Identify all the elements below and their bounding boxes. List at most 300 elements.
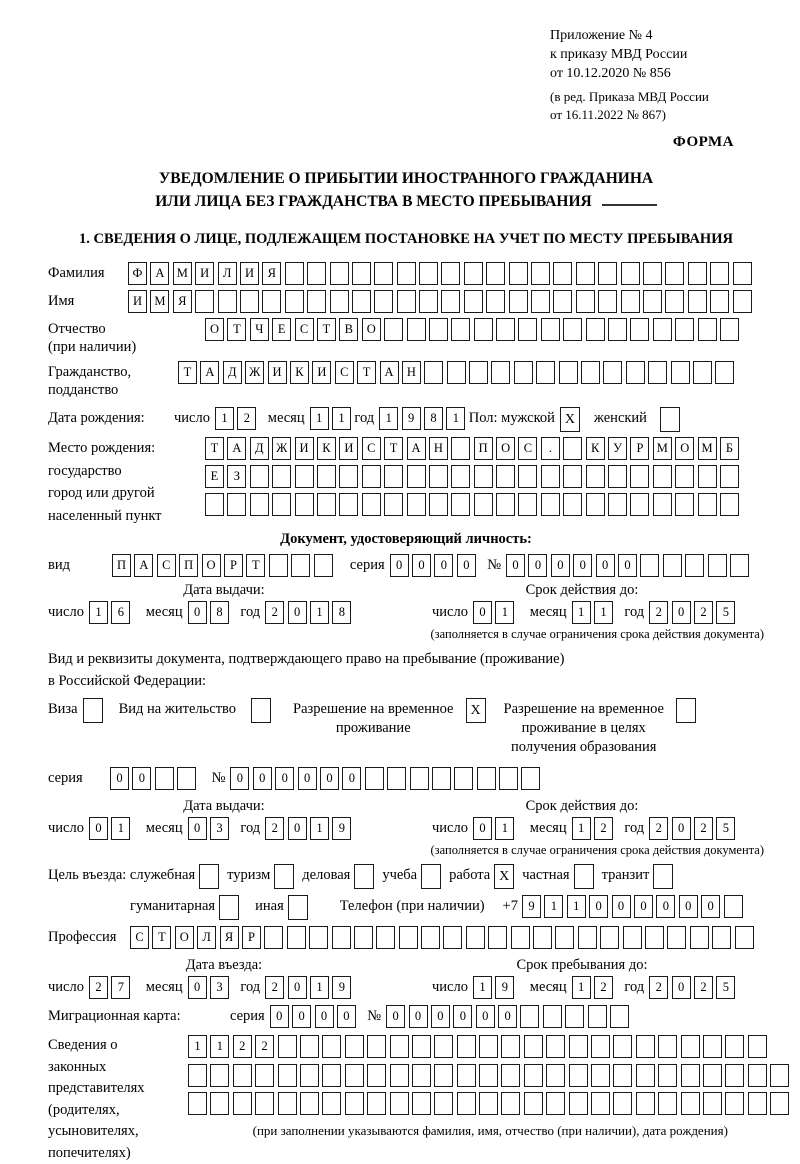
char-cell[interactable] — [613, 1064, 632, 1087]
purpose-study-checkbox[interactable] — [421, 864, 441, 889]
char-cell[interactable]: Т — [205, 437, 224, 460]
char-cell[interactable]: П — [179, 554, 198, 577]
char-cell[interactable] — [177, 767, 196, 790]
char-cell[interactable]: 3 — [210, 817, 229, 840]
char-cell[interactable] — [419, 262, 438, 285]
char-cell[interactable]: 2 — [694, 817, 713, 840]
char-cell[interactable]: А — [200, 361, 219, 384]
char-cell[interactable] — [748, 1092, 767, 1115]
char-cell[interactable] — [586, 465, 605, 488]
char-cell[interactable] — [536, 361, 555, 384]
char-cell[interactable]: 1 — [594, 601, 613, 624]
char-cell[interactable] — [464, 262, 483, 285]
char-cell[interactable] — [748, 1064, 767, 1087]
char-cell[interactable] — [531, 290, 550, 313]
char-cell[interactable] — [287, 926, 306, 949]
char-cell[interactable] — [725, 1035, 744, 1058]
char-cell[interactable] — [653, 465, 672, 488]
char-cell[interactable] — [546, 1064, 565, 1087]
char-cell[interactable]: И — [295, 437, 314, 460]
char-cell[interactable] — [195, 290, 214, 313]
char-cell[interactable] — [454, 767, 473, 790]
char-cell[interactable] — [576, 262, 595, 285]
char-cell[interactable]: 0 — [672, 817, 691, 840]
char-cell[interactable] — [339, 465, 358, 488]
char-cell[interactable]: 0 — [596, 554, 615, 577]
char-cell[interactable]: 1 — [572, 601, 591, 624]
char-cell[interactable] — [658, 1064, 677, 1087]
char-cell[interactable] — [693, 361, 712, 384]
char-cell[interactable]: 1 — [544, 895, 563, 918]
char-cell[interactable]: 0 — [457, 554, 476, 577]
char-cell[interactable] — [733, 290, 752, 313]
char-cell[interactable] — [466, 926, 485, 949]
char-cell[interactable]: М — [173, 262, 192, 285]
char-cell[interactable] — [262, 290, 281, 313]
char-cell[interactable] — [300, 1064, 319, 1087]
char-cell[interactable] — [569, 1064, 588, 1087]
char-cell[interactable] — [362, 493, 381, 516]
char-cell[interactable]: Д — [223, 361, 242, 384]
char-cell[interactable]: 1 — [495, 601, 514, 624]
char-cell[interactable]: И — [128, 290, 147, 313]
char-cell[interactable]: А — [407, 437, 426, 460]
char-cell[interactable]: 0 — [506, 554, 525, 577]
char-cell[interactable]: 0 — [476, 1005, 495, 1028]
char-cell[interactable] — [543, 1005, 562, 1028]
char-cell[interactable] — [524, 1064, 543, 1087]
char-cell[interactable] — [671, 361, 690, 384]
char-cell[interactable]: И — [240, 262, 259, 285]
temp-permit-checkbox[interactable]: X — [466, 698, 486, 723]
char-cell[interactable] — [725, 1092, 744, 1115]
char-cell[interactable] — [630, 493, 649, 516]
purpose-other-checkbox[interactable] — [288, 895, 308, 920]
char-cell[interactable]: 5 — [716, 976, 735, 999]
char-cell[interactable]: 2 — [265, 601, 284, 624]
char-cell[interactable]: С — [362, 437, 381, 460]
char-cell[interactable] — [300, 1035, 319, 1058]
char-cell[interactable] — [501, 1035, 520, 1058]
char-cell[interactable] — [412, 1064, 431, 1087]
char-cell[interactable] — [643, 290, 662, 313]
char-cell[interactable]: 1 — [210, 1035, 229, 1058]
char-cell[interactable] — [317, 493, 336, 516]
char-cell[interactable] — [457, 1035, 476, 1058]
char-cell[interactable] — [688, 290, 707, 313]
char-cell[interactable]: Л — [197, 926, 216, 949]
char-cell[interactable]: 0 — [320, 767, 339, 790]
char-cell[interactable] — [278, 1064, 297, 1087]
char-cell[interactable] — [636, 1092, 655, 1115]
char-cell[interactable]: 0 — [337, 1005, 356, 1028]
char-cell[interactable] — [720, 493, 739, 516]
char-cell[interactable]: У — [608, 437, 627, 460]
char-cell[interactable] — [434, 1035, 453, 1058]
char-cell[interactable]: 1 — [446, 407, 465, 430]
purpose-private-checkbox[interactable] — [574, 864, 594, 889]
char-cell[interactable]: Ч — [250, 318, 269, 341]
char-cell[interactable] — [698, 493, 717, 516]
char-cell[interactable]: Р — [630, 437, 649, 460]
char-cell[interactable] — [613, 1035, 632, 1058]
char-cell[interactable] — [421, 926, 440, 949]
char-cell[interactable]: В — [339, 318, 358, 341]
char-cell[interactable] — [429, 493, 448, 516]
char-cell[interactable]: 0 — [292, 1005, 311, 1028]
char-cell[interactable]: З — [227, 465, 246, 488]
char-cell[interactable] — [563, 465, 582, 488]
char-cell[interactable]: 0 — [288, 976, 307, 999]
char-cell[interactable] — [250, 493, 269, 516]
char-cell[interactable] — [541, 493, 560, 516]
char-cell[interactable] — [291, 554, 310, 577]
char-cell[interactable]: 0 — [672, 601, 691, 624]
char-cell[interactable]: 0 — [679, 895, 698, 918]
char-cell[interactable]: 1 — [310, 407, 329, 430]
char-cell[interactable]: 6 — [111, 601, 130, 624]
char-cell[interactable]: 0 — [298, 767, 317, 790]
sex-male-checkbox[interactable]: X — [560, 407, 580, 432]
char-cell[interactable]: С — [295, 318, 314, 341]
char-cell[interactable]: П — [474, 437, 493, 460]
char-cell[interactable]: 9 — [332, 817, 351, 840]
char-cell[interactable] — [419, 290, 438, 313]
char-cell[interactable] — [491, 361, 510, 384]
char-cell[interactable] — [509, 290, 528, 313]
char-cell[interactable]: 2 — [649, 817, 668, 840]
char-cell[interactable]: 9 — [402, 407, 421, 430]
char-cell[interactable]: 5 — [716, 817, 735, 840]
char-cell[interactable] — [710, 290, 729, 313]
char-cell[interactable]: 0 — [473, 601, 492, 624]
char-cell[interactable] — [703, 1064, 722, 1087]
char-cell[interactable]: 9 — [495, 976, 514, 999]
char-cell[interactable] — [479, 1035, 498, 1058]
char-cell[interactable] — [451, 318, 470, 341]
char-cell[interactable] — [598, 262, 617, 285]
purpose-humanitarian-checkbox[interactable] — [219, 895, 239, 920]
char-cell[interactable] — [591, 1064, 610, 1087]
char-cell[interactable]: 0 — [498, 1005, 517, 1028]
char-cell[interactable] — [272, 493, 291, 516]
char-cell[interactable] — [658, 1092, 677, 1115]
char-cell[interactable] — [479, 1064, 498, 1087]
char-cell[interactable]: А — [134, 554, 153, 577]
char-cell[interactable] — [591, 1092, 610, 1115]
char-cell[interactable]: 1 — [332, 407, 351, 430]
char-cell[interactable] — [531, 262, 550, 285]
char-cell[interactable]: 2 — [265, 976, 284, 999]
char-cell[interactable] — [285, 290, 304, 313]
char-cell[interactable]: Ж — [272, 437, 291, 460]
char-cell[interactable]: Р — [242, 926, 261, 949]
char-cell[interactable]: И — [339, 437, 358, 460]
char-cell[interactable] — [685, 554, 704, 577]
char-cell[interactable] — [367, 1035, 386, 1058]
char-cell[interactable] — [407, 493, 426, 516]
char-cell[interactable]: 2 — [649, 601, 668, 624]
char-cell[interactable] — [703, 1035, 722, 1058]
char-cell[interactable]: 2 — [694, 976, 713, 999]
char-cell[interactable] — [295, 493, 314, 516]
char-cell[interactable] — [586, 318, 605, 341]
char-cell[interactable]: К — [317, 437, 336, 460]
char-cell[interactable] — [295, 465, 314, 488]
char-cell[interactable]: Т — [227, 318, 246, 341]
char-cell[interactable] — [285, 262, 304, 285]
char-cell[interactable] — [345, 1035, 364, 1058]
char-cell[interactable] — [658, 1035, 677, 1058]
char-cell[interactable]: 0 — [188, 817, 207, 840]
char-cell[interactable] — [457, 1064, 476, 1087]
char-cell[interactable] — [264, 926, 283, 949]
char-cell[interactable] — [559, 361, 578, 384]
char-cell[interactable] — [432, 767, 451, 790]
char-cell[interactable]: 1 — [310, 817, 329, 840]
char-cell[interactable]: Д — [250, 437, 269, 460]
char-cell[interactable]: 0 — [551, 554, 570, 577]
char-cell[interactable] — [578, 926, 597, 949]
char-cell[interactable] — [474, 318, 493, 341]
char-cell[interactable] — [645, 926, 664, 949]
char-cell[interactable] — [553, 290, 572, 313]
char-cell[interactable] — [474, 465, 493, 488]
purpose-work-checkbox[interactable]: X — [494, 864, 514, 889]
edu-permit-checkbox[interactable] — [676, 698, 696, 723]
char-cell[interactable] — [675, 465, 694, 488]
char-cell[interactable] — [553, 262, 572, 285]
char-cell[interactable]: 8 — [210, 601, 229, 624]
char-cell[interactable]: О — [362, 318, 381, 341]
char-cell[interactable]: 0 — [528, 554, 547, 577]
char-cell[interactable]: 8 — [332, 601, 351, 624]
char-cell[interactable] — [569, 1092, 588, 1115]
char-cell[interactable]: 0 — [672, 976, 691, 999]
char-cell[interactable] — [675, 318, 694, 341]
char-cell[interactable] — [210, 1092, 229, 1115]
char-cell[interactable] — [451, 465, 470, 488]
char-cell[interactable] — [636, 1035, 655, 1058]
char-cell[interactable] — [322, 1092, 341, 1115]
char-cell[interactable] — [499, 767, 518, 790]
char-cell[interactable] — [451, 437, 470, 460]
char-cell[interactable]: Т — [152, 926, 171, 949]
char-cell[interactable] — [698, 318, 717, 341]
char-cell[interactable]: 0 — [275, 767, 294, 790]
char-cell[interactable] — [715, 361, 734, 384]
char-cell[interactable] — [362, 465, 381, 488]
char-cell[interactable] — [514, 361, 533, 384]
char-cell[interactable] — [155, 767, 174, 790]
char-cell[interactable] — [563, 318, 582, 341]
char-cell[interactable]: 2 — [649, 976, 668, 999]
char-cell[interactable] — [698, 465, 717, 488]
char-cell[interactable] — [546, 1035, 565, 1058]
char-cell[interactable] — [681, 1092, 700, 1115]
sex-female-checkbox[interactable] — [660, 407, 680, 432]
char-cell[interactable]: С — [157, 554, 176, 577]
purpose-tourism-checkbox[interactable] — [274, 864, 294, 889]
char-cell[interactable] — [720, 465, 739, 488]
char-cell[interactable] — [309, 926, 328, 949]
char-cell[interactable]: 2 — [89, 976, 108, 999]
visa-checkbox[interactable] — [83, 698, 103, 723]
char-cell[interactable]: О — [202, 554, 221, 577]
char-cell[interactable]: 0 — [270, 1005, 289, 1028]
char-cell[interactable] — [748, 1035, 767, 1058]
char-cell[interactable]: 0 — [434, 554, 453, 577]
char-cell[interactable] — [640, 554, 659, 577]
char-cell[interactable] — [603, 361, 622, 384]
char-cell[interactable]: 1 — [188, 1035, 207, 1058]
char-cell[interactable] — [546, 1092, 565, 1115]
char-cell[interactable] — [681, 1064, 700, 1087]
purpose-business-checkbox[interactable] — [354, 864, 374, 889]
purpose-transit-checkbox[interactable] — [653, 864, 673, 889]
char-cell[interactable] — [688, 262, 707, 285]
char-cell[interactable] — [563, 437, 582, 460]
char-cell[interactable] — [441, 262, 460, 285]
char-cell[interactable]: 7 — [111, 976, 130, 999]
char-cell[interactable]: 0 — [342, 767, 361, 790]
char-cell[interactable] — [598, 290, 617, 313]
char-cell[interactable] — [272, 465, 291, 488]
char-cell[interactable] — [390, 1092, 409, 1115]
char-cell[interactable] — [352, 290, 371, 313]
char-cell[interactable]: 0 — [386, 1005, 405, 1028]
char-cell[interactable]: 0 — [188, 976, 207, 999]
char-cell[interactable] — [665, 262, 684, 285]
char-cell[interactable]: 1 — [572, 976, 591, 999]
char-cell[interactable] — [300, 1092, 319, 1115]
char-cell[interactable] — [610, 1005, 629, 1028]
char-cell[interactable]: 1 — [379, 407, 398, 430]
char-cell[interactable] — [591, 1035, 610, 1058]
char-cell[interactable] — [352, 262, 371, 285]
char-cell[interactable]: Е — [205, 465, 224, 488]
char-cell[interactable] — [518, 465, 537, 488]
char-cell[interactable]: 0 — [431, 1005, 450, 1028]
char-cell[interactable] — [269, 554, 288, 577]
char-cell[interactable] — [429, 318, 448, 341]
char-cell[interactable] — [690, 926, 709, 949]
char-cell[interactable] — [521, 767, 540, 790]
char-cell[interactable] — [332, 926, 351, 949]
char-cell[interactable] — [367, 1064, 386, 1087]
char-cell[interactable] — [533, 926, 552, 949]
char-cell[interactable] — [653, 318, 672, 341]
char-cell[interactable]: К — [586, 437, 605, 460]
char-cell[interactable]: 0 — [409, 1005, 428, 1028]
char-cell[interactable] — [447, 361, 466, 384]
char-cell[interactable] — [648, 361, 667, 384]
char-cell[interactable]: 1 — [473, 976, 492, 999]
char-cell[interactable] — [770, 1064, 789, 1087]
char-cell[interactable]: 0 — [473, 817, 492, 840]
char-cell[interactable] — [488, 926, 507, 949]
char-cell[interactable] — [314, 554, 333, 577]
char-cell[interactable]: Е — [272, 318, 291, 341]
char-cell[interactable] — [623, 926, 642, 949]
char-cell[interactable] — [307, 290, 326, 313]
char-cell[interactable] — [412, 1035, 431, 1058]
char-cell[interactable] — [210, 1064, 229, 1087]
char-cell[interactable]: 0 — [230, 767, 249, 790]
char-cell[interactable] — [240, 290, 259, 313]
char-cell[interactable]: 2 — [255, 1035, 274, 1058]
char-cell[interactable] — [501, 1092, 520, 1115]
char-cell[interactable] — [218, 290, 237, 313]
char-cell[interactable] — [730, 554, 749, 577]
char-cell[interactable]: С — [518, 437, 537, 460]
char-cell[interactable] — [630, 318, 649, 341]
char-cell[interactable]: 0 — [573, 554, 592, 577]
char-cell[interactable]: 0 — [618, 554, 637, 577]
char-cell[interactable] — [486, 262, 505, 285]
char-cell[interactable] — [524, 1092, 543, 1115]
char-cell[interactable] — [424, 361, 443, 384]
char-cell[interactable] — [374, 262, 393, 285]
char-cell[interactable] — [576, 290, 595, 313]
char-cell[interactable]: И — [195, 262, 214, 285]
char-cell[interactable] — [613, 1092, 632, 1115]
char-cell[interactable] — [384, 318, 403, 341]
char-cell[interactable]: А — [227, 437, 246, 460]
char-cell[interactable] — [518, 318, 537, 341]
char-cell[interactable]: 1 — [89, 601, 108, 624]
char-cell[interactable]: 0 — [612, 895, 631, 918]
char-cell[interactable]: Б — [720, 437, 739, 460]
char-cell[interactable] — [434, 1064, 453, 1087]
char-cell[interactable]: С — [130, 926, 149, 949]
char-cell[interactable]: 9 — [332, 976, 351, 999]
char-cell[interactable] — [399, 926, 418, 949]
char-cell[interactable] — [443, 926, 462, 949]
char-cell[interactable] — [307, 262, 326, 285]
char-cell[interactable] — [384, 465, 403, 488]
char-cell[interactable]: 2 — [694, 601, 713, 624]
char-cell[interactable]: И — [268, 361, 287, 384]
char-cell[interactable] — [608, 318, 627, 341]
char-cell[interactable] — [569, 1035, 588, 1058]
char-cell[interactable] — [735, 926, 754, 949]
char-cell[interactable]: 0 — [110, 767, 129, 790]
char-cell[interactable] — [608, 465, 627, 488]
char-cell[interactable] — [496, 493, 515, 516]
char-cell[interactable]: М — [653, 437, 672, 460]
char-cell[interactable]: Т — [357, 361, 376, 384]
char-cell[interactable]: 0 — [89, 817, 108, 840]
char-cell[interactable] — [708, 554, 727, 577]
purpose-official-checkbox[interactable] — [199, 864, 219, 889]
char-cell[interactable]: А — [150, 262, 169, 285]
char-cell[interactable]: 0 — [453, 1005, 472, 1028]
char-cell[interactable]: 0 — [390, 554, 409, 577]
char-cell[interactable] — [581, 361, 600, 384]
char-cell[interactable] — [643, 262, 662, 285]
char-cell[interactable] — [330, 262, 349, 285]
char-cell[interactable] — [345, 1064, 364, 1087]
char-cell[interactable] — [600, 926, 619, 949]
char-cell[interactable] — [322, 1064, 341, 1087]
char-cell[interactable] — [390, 1035, 409, 1058]
char-cell[interactable] — [330, 290, 349, 313]
char-cell[interactable] — [710, 262, 729, 285]
char-cell[interactable]: П — [112, 554, 131, 577]
char-cell[interactable]: 1 — [567, 895, 586, 918]
char-cell[interactable]: 0 — [288, 601, 307, 624]
